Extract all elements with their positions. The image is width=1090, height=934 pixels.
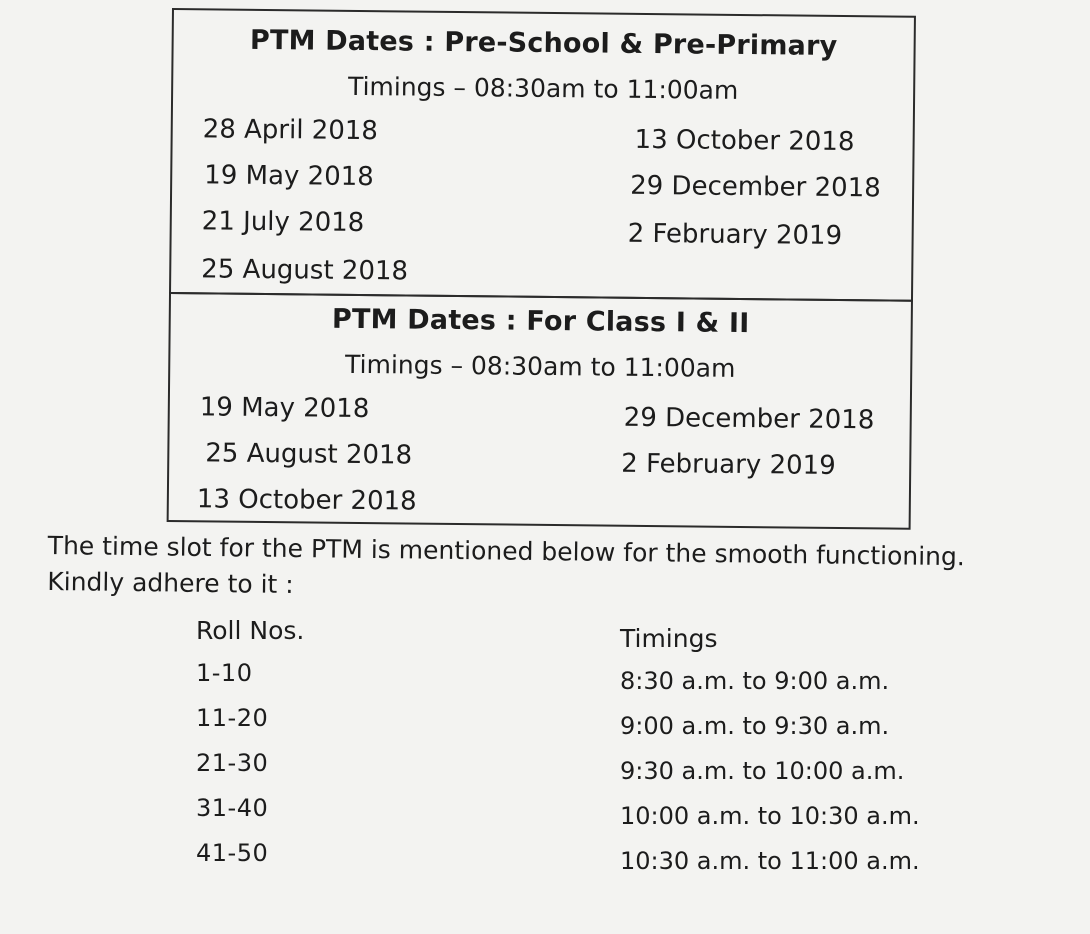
class-1-2-box <box>167 292 913 530</box>
class-1-2-date: 19 May 2018 <box>199 392 370 425</box>
time-slot: 8:30 a.m. to 9:00 a.m. <box>620 667 890 695</box>
instruction-note <box>47 528 965 611</box>
time-slot: 9:00 a.m. to 9:30 a.m. <box>620 712 890 740</box>
time-slot: 10:30 a.m. to 11:00 a.m. <box>620 847 920 875</box>
roll-range: 41-50 <box>196 839 269 867</box>
preschool-date: 13 October 2018 <box>634 124 855 158</box>
roll-numbers-header: Roll Nos. <box>196 616 305 645</box>
roll-numbers-column <box>196 616 304 876</box>
preschool-date: 19 May 2018 <box>204 160 374 193</box>
roll-range: 31-40 <box>196 794 269 822</box>
class-1-2-date: 25 August 2018 <box>205 438 413 471</box>
preschool-timings: Timings – 08:30am to 11:00am <box>347 71 739 105</box>
time-slot: 10:00 a.m. to 10:30 a.m. <box>620 802 920 830</box>
class-1-2-title: PTM Dates : For Class I & II <box>331 303 750 340</box>
roll-range: 21-30 <box>196 749 269 777</box>
class-1-2-timings: Timings – 08:30am to 11:00am <box>344 349 736 383</box>
timings-column <box>620 624 920 884</box>
class-1-2-date: 13 October 2018 <box>196 484 417 517</box>
preschool-date: 21 July 2018 <box>201 206 365 239</box>
preschool-box <box>169 8 916 302</box>
roll-range: 1-10 <box>196 659 253 687</box>
roll-range: 11-20 <box>196 704 269 732</box>
preschool-date: 29 December 2018 <box>630 170 881 204</box>
class-1-2-date: 2 February 2019 <box>621 448 836 481</box>
note-line-1: The time slot for the PTM is mentioned below for the smooth functioning. <box>47 530 966 572</box>
class-1-2-date: 29 December 2018 <box>623 402 875 436</box>
preschool-date: 2 February 2019 <box>627 218 843 252</box>
preschool-date: 25 August 2018 <box>201 254 409 287</box>
ptm-dates-boxes <box>167 8 918 530</box>
preschool-title: PTM Dates : Pre-School & Pre-Primary <box>249 24 838 62</box>
time-slot: 9:30 a.m. to 10:00 a.m. <box>620 757 905 785</box>
note-line-2: Kindly adhere to it : <box>47 566 294 600</box>
preschool-date: 28 April 2018 <box>202 114 379 147</box>
timings-header: Timings <box>620 624 718 653</box>
